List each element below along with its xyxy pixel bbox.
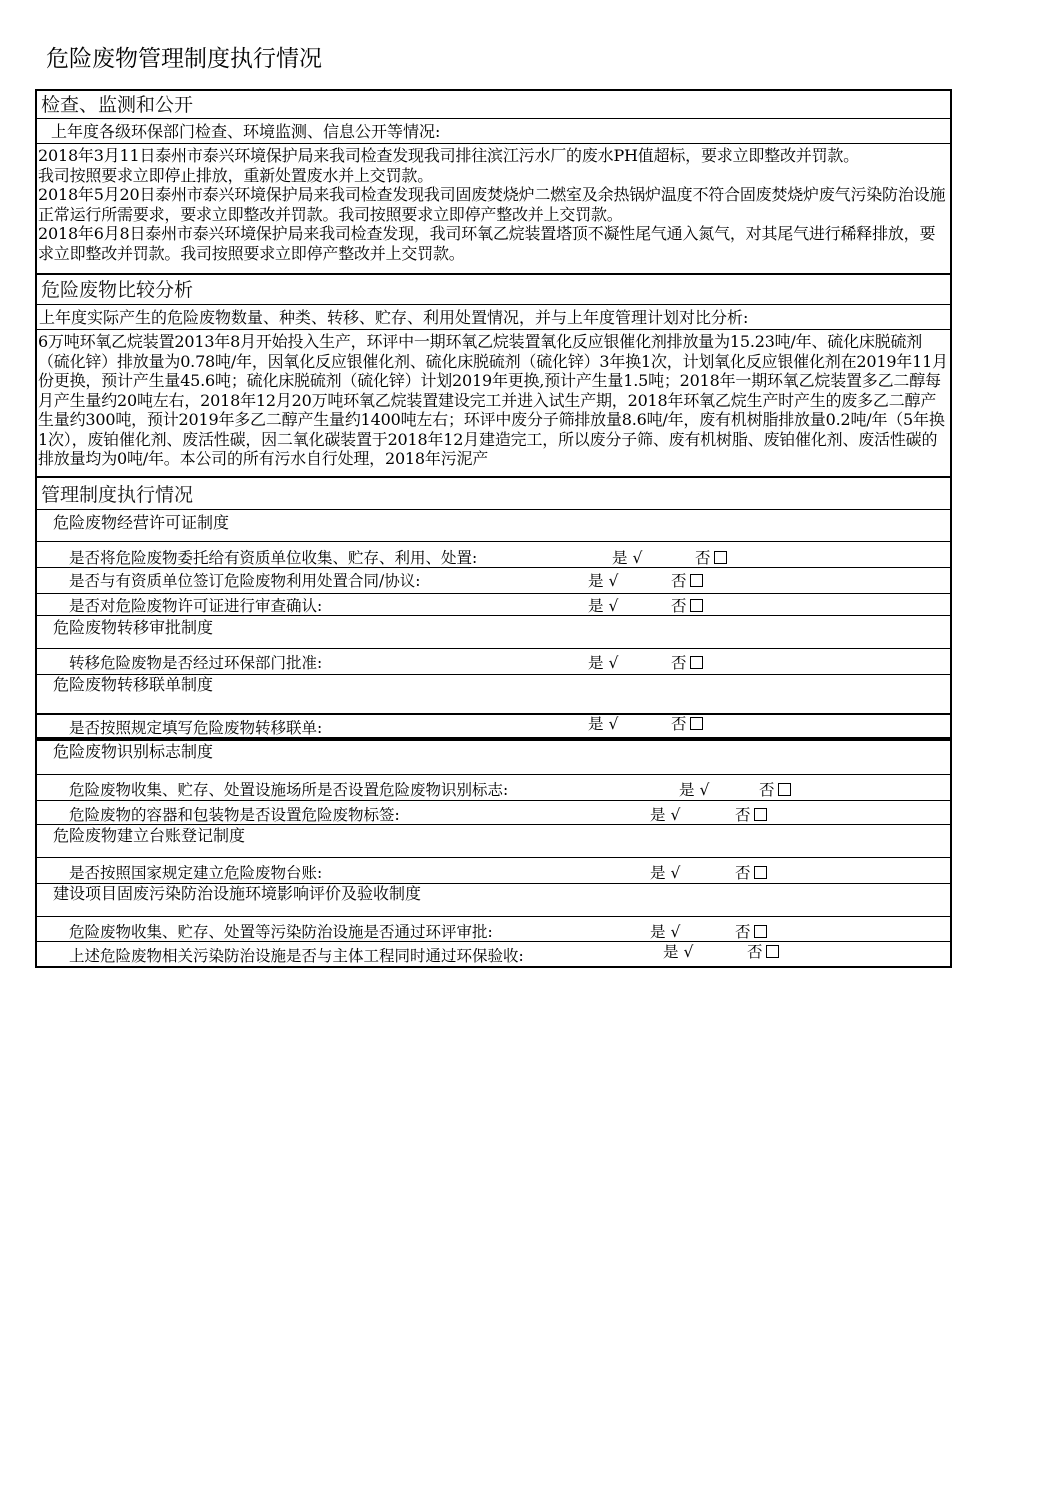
- yes-option[interactable]: 是 √: [650, 806, 681, 824]
- check-icon: √: [670, 806, 681, 824]
- comparison-subheading-text: 上年度实际产生的危险废物数量、种类、转移、贮存、利用处置情况，并与上年度管理计划对比分析:: [39, 308, 749, 327]
- labeling-q2-row: [37, 801, 950, 825]
- ledger-category-label: 危险废物建立台账登记制度: [53, 826, 246, 845]
- yes-option[interactable]: 是 √: [588, 654, 619, 672]
- license-category-label: 危险废物经营许可证制度: [53, 513, 230, 532]
- inspection-subheading: [37, 119, 950, 144]
- license-q3-row: [37, 594, 950, 616]
- labeling-q2-text: 危险废物的容器和包装物是否设置危险废物标签:: [69, 806, 400, 824]
- yes-option[interactable]: 是 √: [650, 864, 681, 882]
- check-icon: √: [632, 549, 643, 567]
- labeling-q1-row: [37, 775, 950, 801]
- license-category: [37, 510, 950, 542]
- no-option[interactable]: 否: [671, 568, 703, 594]
- labeling-category: [37, 741, 950, 775]
- checkbox-empty-icon: [754, 866, 767, 879]
- transfer-manifest-row-box: [35, 713, 952, 739]
- check-icon: √: [608, 715, 619, 733]
- checkbox-empty-icon: [754, 808, 767, 821]
- license-q2-text: 是否与有资质单位签订危险废物利用处置合同/协议:: [69, 572, 421, 590]
- yes-option[interactable]: 是 √: [612, 549, 643, 567]
- inspection-heading: 检查、监测和公开: [37, 91, 950, 119]
- no-option[interactable]: 否: [735, 858, 767, 884]
- checkbox-empty-icon: [690, 717, 703, 730]
- yes-option[interactable]: 是 √: [588, 715, 619, 733]
- construction-q2-text: 上述危险废物相关污染防治设施是否与主体工程同时通过环保验收:: [69, 947, 524, 965]
- transfer-approval-category-label: 危险废物转移审批制度: [53, 618, 214, 637]
- inspection-paragraphs: [37, 144, 950, 273]
- page-title: 危险废物管理制度执行情况: [46, 46, 322, 72]
- construction-q2-row: [37, 942, 950, 966]
- construction-category: [37, 884, 950, 917]
- management-section: [35, 477, 952, 715]
- ledger-q1-text: 是否按照国家规定建立危险废物台账:: [69, 864, 323, 882]
- transfer-approval-q1-text: 转移危险废物是否经过环保部门批准:: [69, 654, 323, 672]
- inspection-section: [35, 89, 952, 275]
- license-q3-text: 是否对危险废物许可证进行审查确认:: [69, 597, 323, 615]
- transfer-approval-category: [37, 616, 950, 649]
- license-q2-row: [37, 568, 950, 594]
- yes-option[interactable]: 是 √: [679, 781, 710, 799]
- no-option[interactable]: 否: [695, 542, 727, 568]
- comparison-section: [35, 273, 952, 478]
- no-option[interactable]: 否: [747, 942, 779, 966]
- check-icon: √: [699, 781, 710, 799]
- labeling-q1-text: 危险废物收集、贮存、处置设施场所是否设置危险废物识别标志:: [69, 781, 509, 799]
- check-icon: √: [608, 654, 619, 672]
- checkbox-empty-icon: [690, 599, 703, 612]
- management-heading: 管理制度执行情况: [37, 477, 950, 510]
- yes-option[interactable]: 是 √: [588, 572, 619, 590]
- comparison-heading: 危险废物比较分析: [37, 273, 950, 305]
- transfer-manifest-q1-row: [37, 713, 950, 737]
- no-option[interactable]: 否: [759, 775, 791, 801]
- inspection-paragraph: 2018年3月11日泰州市泰兴环境保护局来我司检查发现我司排往滨江污水厂的废水PH值超标，要求立即整改并罚款。: [38, 146, 859, 165]
- check-icon: √: [670, 864, 681, 882]
- inspection-paragraph: 2018年6月8日泰州市泰兴环境保护局来我司检查发现，我司环氧乙烷装置塔顶不凝性尾气通入氮气，对其尾气进行稀释排放，要求立即整改并罚款。我司按照要求立即停产整改并上交罚款。: [38, 224, 936, 263]
- comparison-subheading: [37, 305, 950, 330]
- no-option[interactable]: 否: [671, 713, 703, 737]
- checkbox-empty-icon: [766, 945, 779, 958]
- no-option[interactable]: 否: [671, 594, 703, 616]
- license-q1-text: 是否将危险废物委托给有资质单位收集、贮存、利用、处置:: [69, 549, 478, 567]
- ledger-category: [37, 825, 950, 858]
- yes-option[interactable]: 是 √: [663, 943, 694, 961]
- checkbox-empty-icon: [690, 574, 703, 587]
- checkbox-empty-icon: [714, 551, 727, 564]
- inspection-paragraph: 我司按照要求立即停止排放，重新处置废水并上交罚款。: [38, 165, 434, 185]
- no-option[interactable]: 否: [735, 917, 767, 942]
- check-icon: √: [608, 597, 619, 615]
- yes-option[interactable]: 是 √: [588, 597, 619, 615]
- checkbox-empty-icon: [754, 925, 767, 938]
- construction-category-label: 建设项目固废污染防治设施环境影响评价及验收制度: [53, 884, 422, 903]
- transfer-manifest-category: [37, 675, 950, 715]
- no-option[interactable]: 否: [735, 801, 767, 825]
- construction-q1-text: 危险废物收集、贮存、处置等污染防治设施是否通过环评审批:: [69, 923, 493, 941]
- check-icon: √: [683, 943, 694, 961]
- labeling-category-label: 危险废物识别标志制度: [53, 742, 214, 761]
- yes-option[interactable]: 是 √: [650, 923, 681, 941]
- transfer-approval-q1-row: [37, 649, 950, 675]
- construction-q1-row: [37, 917, 950, 942]
- inspection-subheading-text: 上年度各级环保部门检查、环境监测、信息公开等情况:: [51, 122, 441, 141]
- check-icon: √: [608, 572, 619, 590]
- transfer-manifest-category-label: 危险废物转移联单制度: [53, 675, 214, 694]
- management-section-continued: [35, 739, 952, 968]
- checkbox-empty-icon: [690, 656, 703, 669]
- license-q1-row: [37, 542, 950, 568]
- comparison-paragraph: 6万吨环氧乙烷装置2013年8月开始投入生产，环评中一期环氧乙烷装置氧化反应银催化剂排放量为15.23吨/年、硫化床脱硫剂（硫化锌）排放量为0.78吨/年，因氧化反应银催化剂、硫化床脱硫剂（硫化锌）3年换1次，计划氧化反应银催化剂在2019年11月份更换，预计产生量45.6吨；硫化床脱硫剂（硫化锌）计划2019年更换,预计产生量1.5吨；2018年一期环氧乙烷装置多乙二醇每月产生量约20吨左右，2018年12月20万吨环氧乙烷装置建设完工并进入试生产期，2018年环氧乙烷生产时产生的废多乙二醇产生量约300吨，预计2019年多乙二醇产生量约1400吨左右；环评中废分子筛排放量8.6吨/年，废有机树脂排放量0.2吨/年（5年换1次），废铂催化剂、废活性碳，因二氧化碳装置于2018年12月建造完工，所以废分子筛、废有机树脂、废铂催化剂、废活性碳的排放量均为0吨/年。本公司的所有污水自行处理，2018年污泥产: [38, 332, 948, 468]
- check-icon: √: [670, 923, 681, 941]
- ledger-q1-row: [37, 858, 950, 884]
- no-option[interactable]: 否: [671, 649, 703, 675]
- inspection-paragraph: 2018年5月20日泰州市泰兴环境保护局来我司检查发现我司固废焚烧炉二燃室及余热锅炉温度不符合固废焚烧炉废气污染防治设施正常运行所需要求，要求立即整改并罚款。我司按照要求立即停产整改并上交罚款。: [38, 185, 946, 224]
- transfer-manifest-q1-text: 是否按照规定填写危险废物转移联单:: [69, 719, 323, 737]
- checkbox-empty-icon: [778, 783, 791, 796]
